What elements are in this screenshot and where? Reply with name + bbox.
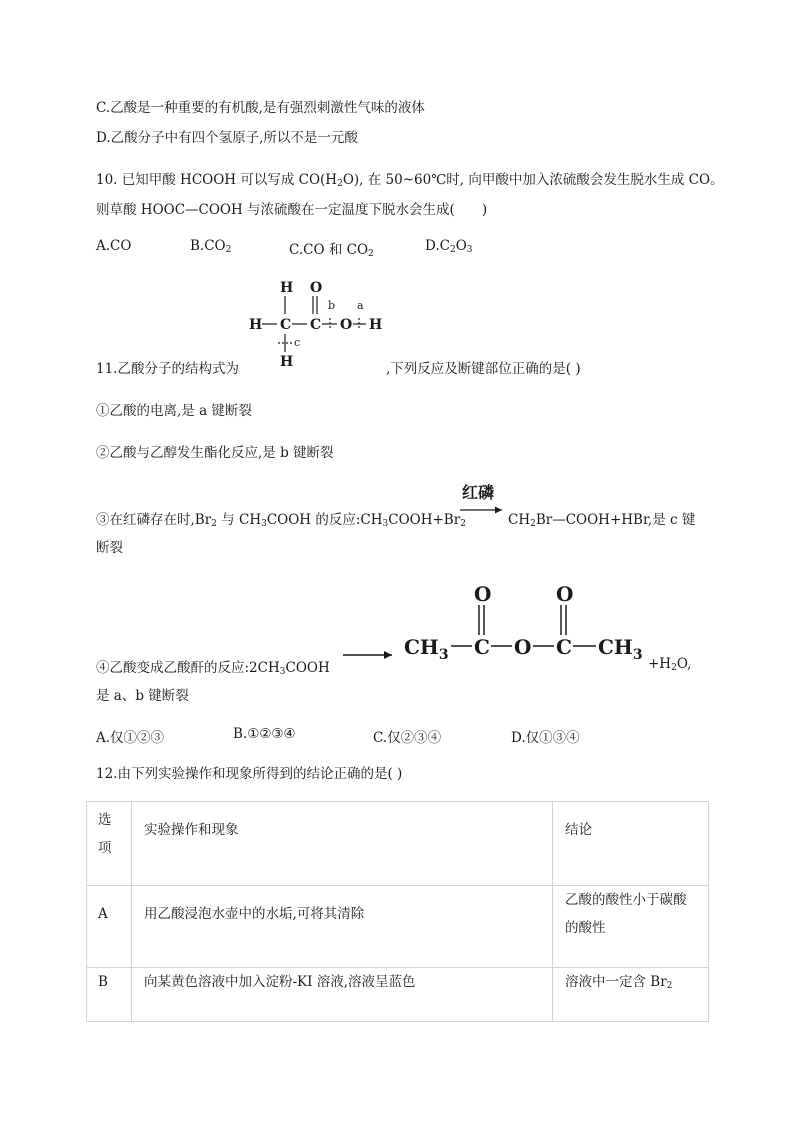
reaction-arrow-head <box>384 651 392 659</box>
q11-item-4-line2: 是 a、b 键断裂 <box>96 688 189 704</box>
atom-h-right: H <box>369 317 383 333</box>
q10-stem-line2: 则草酸 HOOC—COOH 与浓硫酸在一定温度下脱水会生成( ) <box>96 202 488 218</box>
header-conclusion: 结论 <box>553 802 709 886</box>
arrow-label-red-phosphorus: 红磷 <box>462 483 495 502</box>
table-row <box>87 886 709 968</box>
row-a-option: A <box>87 886 132 968</box>
atom-o-top: O <box>310 280 323 296</box>
atom-h-top: H <box>280 280 294 296</box>
atom-o: O <box>340 317 353 333</box>
q11-item-4-water: $+H_2O$, <box>648 656 692 673</box>
q11-option-b: B.①②③④ <box>233 726 296 742</box>
row-b-option: B <box>87 968 132 1022</box>
red-phosphorus-arrow <box>458 480 508 516</box>
q10-stem-line1: 10. 已知甲酸 HCOOH 可以写成 $CO(H_2O)$, 在 50~60℃时, 向甲酸中加入浓硫酸会发生脱水生成 CO。 <box>96 172 724 189</box>
row-a-conclusion: 乙酸的酸性小于碳酸 的酸性 <box>553 886 709 968</box>
header-option: 选 项 <box>87 802 132 886</box>
q11-item-4: ④乙酸变成乙酸酐的反应$:2CH_3COOH$ <box>96 660 330 677</box>
q11-item-3-line2: 断裂 <box>96 540 123 556</box>
anhydride-o-top-2: O <box>556 582 574 606</box>
q11-option-d: D.仅①③④ <box>511 730 580 746</box>
anhydride-c1: C <box>474 635 490 659</box>
table-header-row <box>87 802 709 886</box>
bond-label-b: b <box>328 299 336 312</box>
acetic-anhydride-formula <box>340 580 650 670</box>
q11-option-c: C.仅②③④ <box>373 730 442 746</box>
header-operation: 实验操作和现象 <box>132 802 553 886</box>
anhydride-o-top-1: O <box>474 582 492 606</box>
atom-c1: C <box>280 317 292 333</box>
q9-option-c: C.乙酸是一种重要的有机酸,是有强烈刺激性气味的液体 <box>96 100 425 116</box>
row-b-conclusion: 溶液中一定含 $Br_2$ <box>553 968 709 1022</box>
anhydride-o-mid: O <box>514 635 532 659</box>
atom-c2: C <box>310 317 322 333</box>
q9-option-d: D.乙酸分子中有四个氢原子,所以不是一元酸 <box>96 130 358 146</box>
q12-table <box>86 801 709 1022</box>
bond-label-a: a <box>357 299 364 312</box>
arrow-head <box>495 507 502 514</box>
row-b-operation: 向某黄色溶液中加入淀粉-KI 溶液,溶液呈蓝色 <box>132 968 553 1022</box>
row-a-operation: 用乙酸浸泡水壶中的水垢,可将其清除 <box>132 886 553 968</box>
q10-option-d: $D.C_2O_3$ <box>425 238 473 255</box>
bond-label-c: c <box>294 336 301 349</box>
q11-stem-tail: ,下列反应及断键部位正确的是( ) <box>386 361 581 377</box>
table-row <box>87 968 709 1022</box>
anhydride-ch3-right: $CH_3$ <box>598 635 643 663</box>
q11-item-2: ②乙酸与乙醇发生酯化反应,是 b 键断裂 <box>96 445 334 461</box>
atom-h-bottom: H <box>280 354 294 370</box>
q11-stem: 11.乙酸分子的结构式为 <box>96 361 239 377</box>
acetic-acid-structure <box>246 276 396 371</box>
q12-stem: 12.由下列实验操作和现象所得到的结论正确的是( ) <box>96 766 403 782</box>
q10-option-b: $B.CO_2$ <box>190 238 232 255</box>
anhydride-c2: C <box>556 635 572 659</box>
anhydride-ch3-left: $CH_3$ <box>404 635 449 663</box>
q11-item-1: ①乙酸的电离,是 a 键断裂 <box>96 403 252 419</box>
q11-item-3-product: $CH_2Br—COOH+HBr$,是 c 键 <box>508 512 696 529</box>
q10-option-c: C.CO 和 $CO_2$ <box>289 242 374 259</box>
atom-h-left: H <box>249 317 263 333</box>
q10-option-a: A.CO <box>96 238 132 254</box>
q11-option-a: A.仅①②③ <box>96 730 165 746</box>
q11-item-3: ③在红磷存在时$,Br_2$ 与 $CH_3COOH$ 的反应$:CH_3COOH+Br_2$ <box>96 512 466 529</box>
